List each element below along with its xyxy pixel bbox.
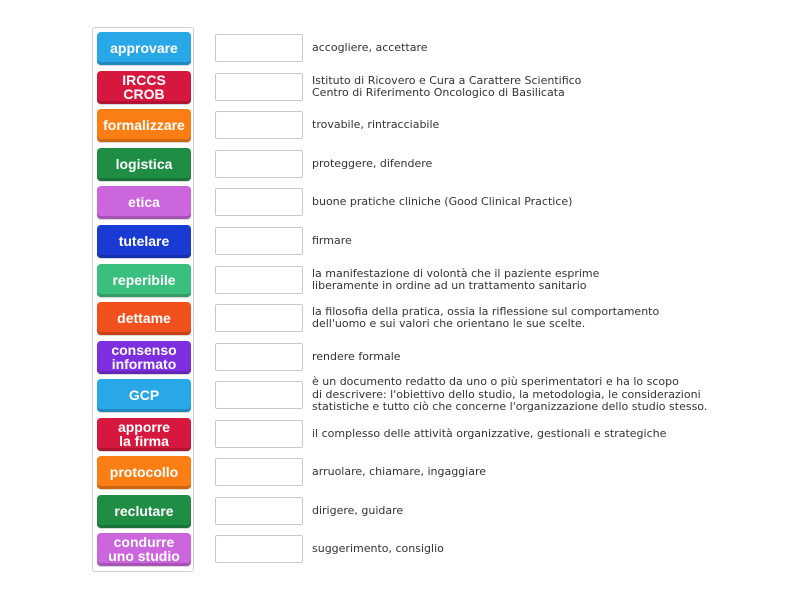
drop-slot[interactable] (215, 34, 303, 62)
definition-text: è un documento redatto da uno o più sperimentatori e ha lo scopo di descrivere: l'obiettivo dello studio, la metodologia, le considerazioni statistiche e tutto ciò che concerne l'organizzazione dello studio stesso. (312, 375, 708, 414)
definition-text: trovabile, rintracciabile (312, 117, 440, 131)
answer-tile[interactable]: tutelare (97, 225, 191, 258)
answer-tile[interactable]: logistica (97, 148, 191, 181)
drop-slot[interactable] (215, 73, 303, 101)
drop-slot[interactable] (215, 188, 303, 216)
drop-slot[interactable] (215, 150, 303, 178)
definition-text: dirigere, guidare (312, 503, 404, 517)
answer-tile[interactable]: apporre la firma (97, 418, 191, 451)
drop-slot[interactable] (215, 535, 303, 563)
answer-tile[interactable]: GCP (97, 379, 191, 412)
definition-text: accogliere, accettare (312, 40, 428, 54)
definition-text: firmare (312, 233, 352, 247)
answer-tile[interactable]: IRCCS CROB (97, 71, 191, 104)
drop-slot[interactable] (215, 266, 303, 294)
definition-text: rendere formale (312, 349, 401, 363)
definition-text: arruolare, chiamare, ingaggiare (312, 464, 487, 478)
drop-slot[interactable] (215, 227, 303, 255)
answer-tile[interactable]: approvare (97, 32, 191, 65)
definition-text: proteggere, difendere (312, 156, 433, 170)
answer-tile[interactable]: consenso informato (97, 341, 191, 374)
drop-slot[interactable] (215, 343, 303, 371)
definition-text: buone pratiche cliniche (Good Clinical Practice) (312, 194, 573, 208)
answer-tile[interactable]: formalizzare (97, 109, 191, 142)
answer-tile[interactable]: condurre uno studio (97, 533, 191, 566)
answer-tile[interactable]: dettame (97, 302, 191, 335)
answer-tile-panel (92, 27, 194, 572)
drop-slot[interactable] (215, 497, 303, 525)
answer-tile[interactable]: reperibile (97, 264, 191, 297)
drop-slot[interactable] (215, 111, 303, 139)
definition-text: la manifestazione di volontà che il paziente esprime liberamente in ordine ad un trattamento sanitario (312, 266, 600, 292)
drop-slot[interactable] (215, 381, 303, 409)
definition-text: il complesso delle attività organizzative, gestionali e strategiche (312, 426, 667, 440)
definition-text: Istituto di Ricovero e Cura a Carattere Scientifico Centro di Riferimento Oncologico di Basilicata (312, 73, 582, 99)
answer-tile[interactable]: protocollo (97, 456, 191, 489)
definition-text: suggerimento, consiglio (312, 541, 444, 555)
drop-slot[interactable] (215, 304, 303, 332)
drop-slot[interactable] (215, 458, 303, 486)
drop-slot[interactable] (215, 420, 303, 448)
definition-text: la filosofia della pratica, ossia la riflessione sul comportamento dell'uomo e sui valori che orientano le sue scelte. (312, 304, 660, 330)
answer-tile[interactable]: reclutare (97, 495, 191, 528)
answer-tile[interactable]: etica (97, 186, 191, 219)
